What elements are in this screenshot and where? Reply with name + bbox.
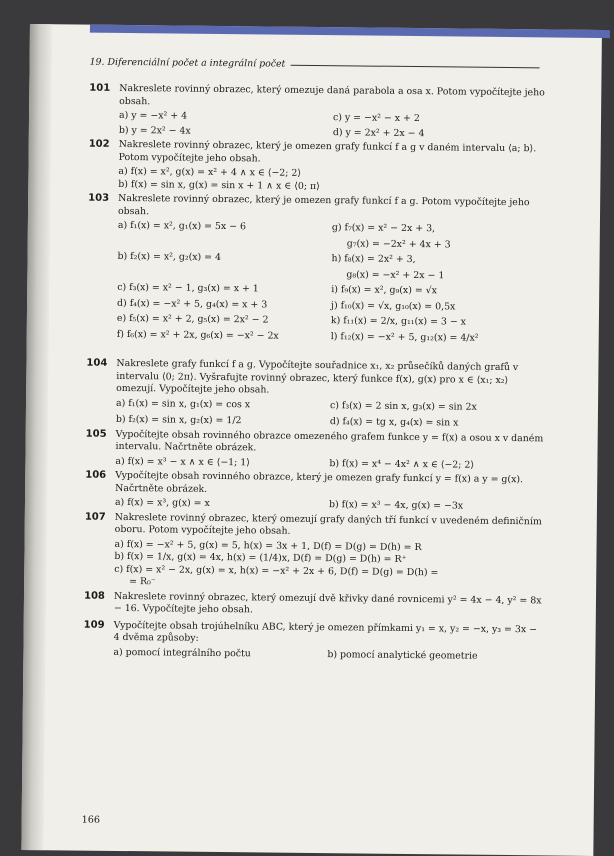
chapter-header (90, 57, 540, 73)
problem-109 (83, 619, 541, 663)
subproblem: b) pomocí analytické geometrie (327, 648, 478, 662)
problem-number: 106 (85, 469, 107, 481)
subproblem: b) y = 2x² − 4x (118, 124, 191, 137)
subproblem: i) f₉(x) = x², g₉(x) = √x (331, 284, 438, 297)
problem-text: Nakreslete grafy funkcí f a g. Vypočítejte souřadnice x₁, x₂ průsečíků daných grafů v intervalu ⟨0; 2π⟩. Vyšrafujte rovinný obrazec, který funkce f(x), g(x) pro x ∈ ⟨x₁; x₂⟩ omezují. Vypočítejte jeho obsah. (116, 357, 519, 396)
subproblem: g) f₇(x) = x² − 2x + 3, (331, 222, 436, 235)
subproblem: b) f(x) = x³ − 4x, g(x) = −3x (328, 499, 464, 512)
book-page (21, 24, 602, 856)
subproblem: h) f₈(x) = 2x² + 3, (331, 253, 416, 266)
problem-104 (86, 358, 545, 431)
problem-text: Nakreslete rovinný obrazec, který omezují dvě křivky dané rovnicemi y² = 4x − 4, y² = 8x − 16. Vypočítejte jeho obsah. (113, 590, 542, 616)
subproblem: c) f₃(x) = 2 sin x, g₃(x) = sin 2x (329, 399, 477, 413)
subproblem: b) f(x) = x⁴ − 4x² ∧ x ∈ ⟨−2; 2⟩ (329, 457, 475, 471)
problem-number: 105 (85, 428, 107, 440)
subproblem: l) f₁₂(x) = −x² + 5, g₁₂(x) = 4/x² (330, 330, 479, 344)
subproblem: a) f(x) = −x² + 5, g(x) = 5, h(x) = 3x + 1, D(f) = D(g) = D(h) = R (114, 538, 422, 553)
subproblem: b) f(x) = sin x, g(x) = sin x + 1 ∧ x ∈ ⟨0; π⟩ (118, 178, 320, 192)
subproblem: b) f₂(x) = x², g₂(x) = 4 (117, 250, 222, 264)
subproblem: a) f(x) = x², g(x) = x² + 4 ∧ x ∈ ⟨−2; 2⟩ (118, 165, 302, 179)
subproblem: a) f(x) = x³, g(x) = x (114, 496, 210, 509)
subproblem: c) y = −x² − x + 2 (332, 112, 420, 125)
subproblem: f) f₆(x) = x² + 2x, g₆(x) = −x² − 2x (116, 328, 279, 342)
problem-number: 108 (83, 590, 105, 602)
subproblem-continuation: g₇(x) = −2x² + 4x + 3 (346, 237, 451, 250)
subproblem (331, 346, 545, 360)
subproblem: d) f₄(x) = tg x, g₄(x) = sin x (329, 416, 459, 429)
problem-103 (87, 193, 547, 361)
problem-number: 109 (83, 619, 105, 631)
subproblem: b) f₂(x) = sin x, g₂(x) = 1/2 (115, 413, 242, 427)
subproblem: d) y = 2x² + 2x − 4 (332, 126, 425, 139)
subproblem: a) f₁(x) = sin x, g₁(x) = cos x (115, 397, 251, 410)
subproblem (118, 235, 332, 250)
subproblem-continuation: = R₀⁻ (129, 576, 156, 588)
problem-106 (85, 470, 543, 514)
problem-108 (84, 590, 542, 622)
problem-text: Vypočítejte obsah rovinného obrazce, který je omezen grafy funkcí y = f(x) a y = g(x). Načrtněte obrázek. (115, 469, 524, 495)
problem-number: 103 (88, 192, 110, 204)
subproblem: k) f₁₁(x) = 2/x, g₁₁(x) = 3 − x (330, 315, 467, 328)
subproblem-continuation: g₈(x) = −x² + 2x − 1 (346, 268, 445, 281)
chapter-title: 19. Diferenciální počet a integrální počet (89, 56, 286, 70)
subproblem (117, 344, 331, 358)
subproblem: d) f₄(x) = −x² + 5, g₄(x) = x + 3 (117, 297, 268, 310)
problem-number: 102 (88, 138, 110, 150)
problem-105 (85, 428, 543, 472)
subproblem: e) f₅(x) = x² + 2, g₅(x) = 2x² − 2 (116, 312, 269, 326)
problem-number: 104 (86, 357, 108, 369)
problem-text: Nakreslete rovinný obrazec, který je omezen grafy funkcí f a g v daném intervalu ⟨a; b⟩. Potom vypočítejte jeho obsah. (118, 138, 537, 164)
subproblem: j) f₁₀(x) = √x, g₁₀(x) = 0,5x (331, 299, 456, 312)
subproblem (117, 266, 331, 281)
problem-text: Vypočítejte obsah trojúhelníku ABC, který je omezen přímkami y₁ = x, y₂ = −x, y₃ = 3x − 4 dvěma způsoby: (113, 619, 538, 644)
header-rule (290, 65, 539, 69)
problem-101 (89, 83, 548, 142)
subproblem: a) pomocí integrálního počtu (113, 646, 251, 659)
problem-list (83, 83, 547, 666)
subproblem: a) f(x) = x³ − x ∧ x ∈ ⟨−1; 1⟩ (115, 455, 250, 468)
subproblem: a) y = −x² + 4 (118, 109, 188, 122)
problem-102 (88, 139, 547, 196)
subproblem: c) f₃(x) = x² − 1, g₃(x) = x + 1 (117, 281, 259, 295)
problem-number: 107 (84, 511, 106, 523)
problem-number: 101 (89, 82, 111, 94)
top-bar (90, 25, 610, 38)
subproblem: b) f(x) = 1/x, g(x) = 4x, h(x) = (1/4)x, D(f) = D(g) = D(h) = R⁺ (114, 550, 407, 565)
problem-text: Vypočítejte obsah rovinného obrazce omezeného grafem funkce y = f(x) a osou x v daném intervalu. Načrtněte obrázek. (115, 428, 544, 454)
page-number: 166 (81, 814, 101, 826)
problem-107 (84, 511, 543, 593)
page-gutter (21, 24, 52, 850)
problem-text: Nakreslete rovinný obrazec, který omezuje daná parabola a osa x. Potom vypočítejte jeho obsah. (119, 82, 545, 107)
subproblem: a) f₁(x) = x², g₁(x) = 5x − 6 (117, 219, 247, 233)
problem-text: Nakreslete rovinný obrazec, který omezují grafy daných tří funkcí v uvedeném definičním oboru. Potom vypočítejte jeho obsah. (114, 511, 542, 537)
problem-text: Nakreslete rovinný obrazec, který je omezen grafy funkcí f a g. Potom vypočítejte jeho obsah. (117, 192, 530, 217)
subproblem: c) f(x) = x² − 2x, g(x) = x, h(x) = −x² + 2x + 6, D(f) = D(g) = D(h) = (114, 563, 439, 578)
